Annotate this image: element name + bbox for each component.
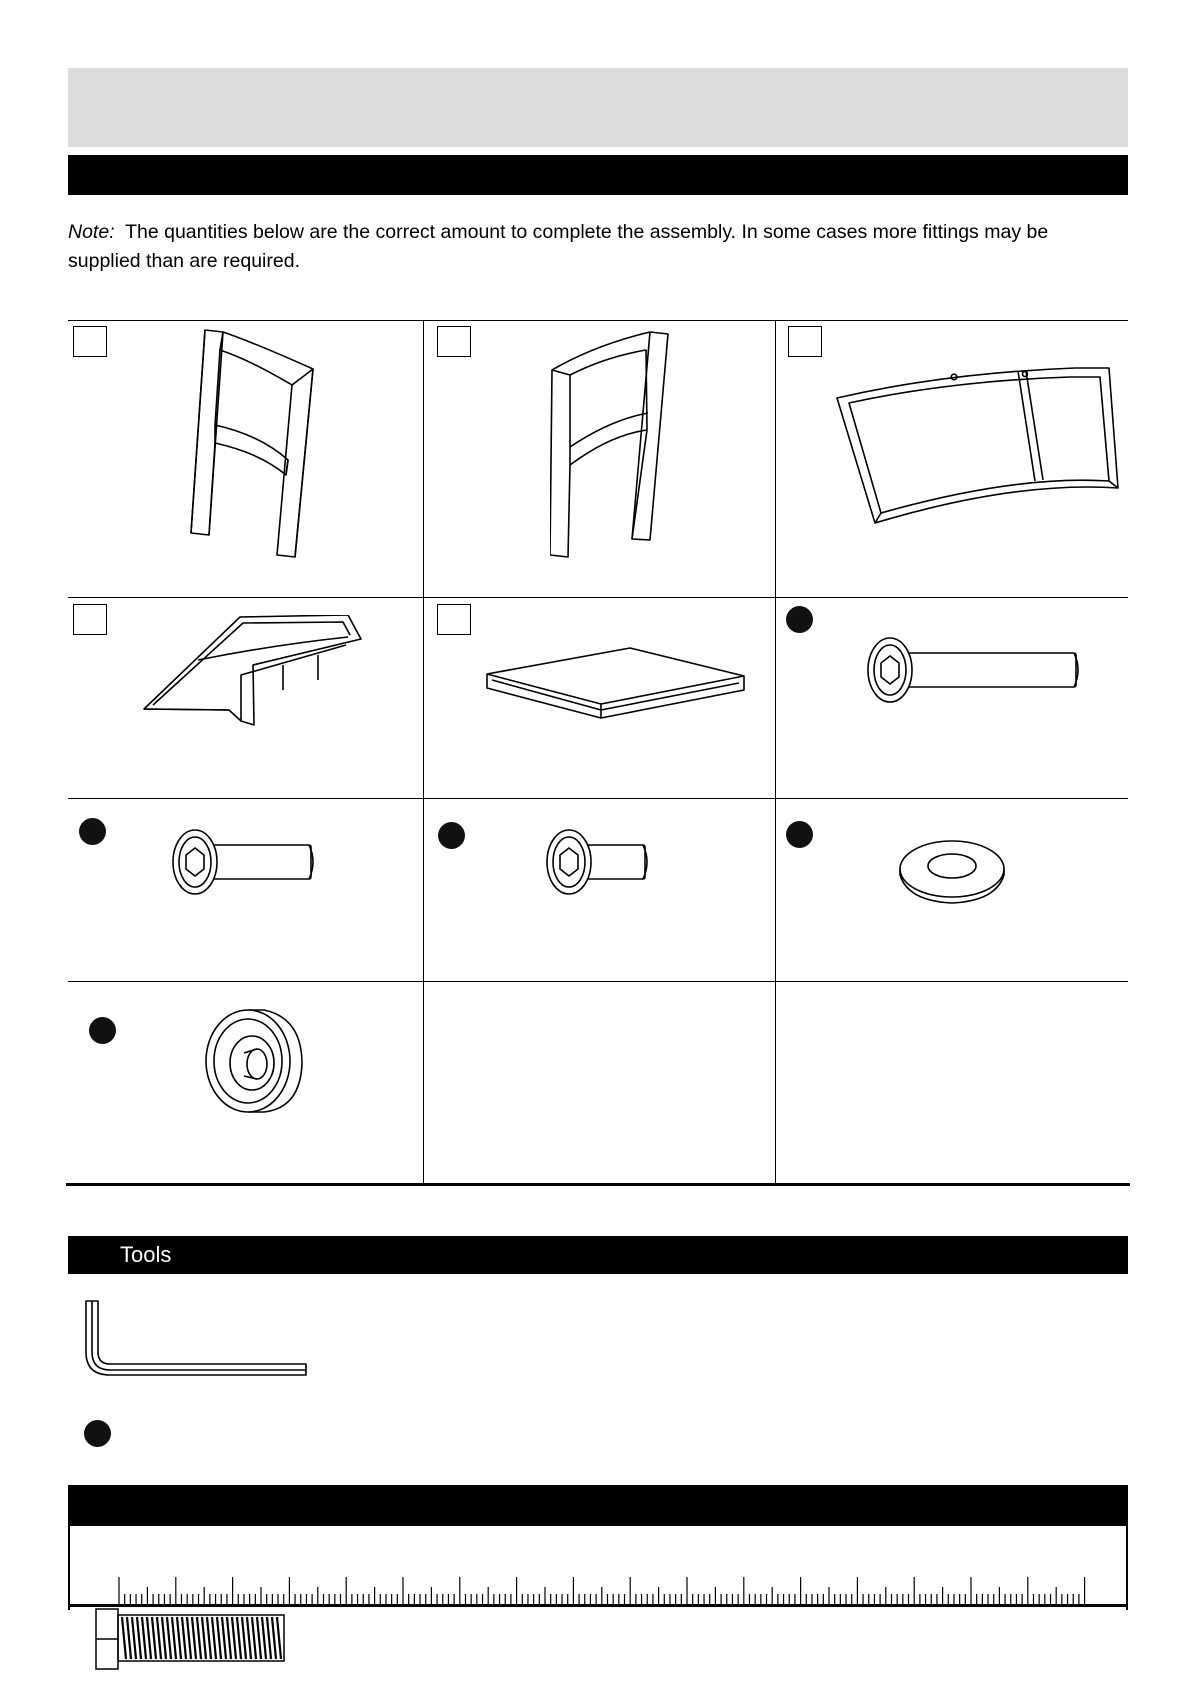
part-marker-4 bbox=[73, 604, 107, 635]
section-bar-tools bbox=[68, 1236, 1128, 1274]
bolt-thread bbox=[147, 1617, 151, 1659]
grid-col-line bbox=[423, 320, 424, 1184]
header-band bbox=[68, 68, 1128, 147]
bolt-thread bbox=[202, 1617, 206, 1659]
part-marker-9 bbox=[786, 821, 813, 848]
bolt-thread bbox=[267, 1617, 271, 1659]
tools-title: Tools bbox=[120, 1242, 172, 1267]
short-hex-bolt-icon bbox=[545, 828, 653, 898]
bolt-thread bbox=[162, 1617, 166, 1659]
bolt-thread bbox=[187, 1617, 191, 1659]
bolt-thread bbox=[122, 1617, 126, 1659]
bolt-thread bbox=[272, 1617, 276, 1659]
curved-seat-tray-icon bbox=[835, 363, 1120, 533]
allen-key-icon bbox=[84, 1300, 309, 1382]
bolt-thread bbox=[222, 1617, 226, 1659]
bolt-thread bbox=[232, 1617, 236, 1659]
bolt-thread bbox=[132, 1617, 136, 1659]
note-text: The quantities below are the correct amount to complete the assembly. In some cases more fittings may be supplied than are required. bbox=[68, 221, 1049, 272]
bolt-thread bbox=[157, 1617, 161, 1659]
part-marker-2 bbox=[437, 326, 471, 357]
bolt-thread bbox=[177, 1617, 181, 1659]
bolt-thread bbox=[192, 1617, 196, 1659]
part-marker-10 bbox=[89, 1017, 116, 1044]
spacer-icon bbox=[204, 1008, 304, 1114]
bolt-thread bbox=[197, 1617, 201, 1659]
section-bar-fittings bbox=[68, 155, 1128, 195]
chair-back-frame-icon bbox=[185, 325, 325, 560]
fittings-note bbox=[68, 218, 1068, 276]
bolt-gauge-icon bbox=[94, 1607, 286, 1671]
grid-row-line bbox=[68, 597, 1128, 598]
bolt-thread bbox=[152, 1617, 156, 1659]
long-hex-bolt-icon bbox=[866, 636, 1083, 706]
bolt-thread bbox=[227, 1617, 231, 1659]
bolt-thread bbox=[237, 1617, 241, 1659]
bolt-thread bbox=[262, 1617, 266, 1659]
chair-back-frame-icon bbox=[550, 325, 675, 560]
medium-hex-bolt-icon bbox=[171, 828, 319, 898]
grid-row-line bbox=[68, 798, 1128, 799]
bolt-thread bbox=[207, 1617, 211, 1659]
ruler-icon bbox=[118, 1575, 1088, 1605]
washer-icon bbox=[898, 839, 1006, 905]
part-marker-6 bbox=[786, 606, 813, 633]
seat-frame-icon bbox=[143, 615, 368, 730]
bolt-thread bbox=[242, 1617, 246, 1659]
grid-top-line bbox=[68, 320, 1128, 321]
grid-col-line bbox=[775, 320, 776, 1184]
tool-marker-1 bbox=[84, 1420, 111, 1447]
part-marker-1 bbox=[73, 326, 107, 357]
bolt-thread bbox=[142, 1617, 146, 1659]
seat-board-icon bbox=[486, 646, 746, 722]
part-marker-8 bbox=[438, 822, 465, 849]
grid-row-line bbox=[68, 981, 1128, 982]
bolt-thread bbox=[172, 1617, 176, 1659]
bolt-thread bbox=[247, 1617, 251, 1659]
bolt-thread bbox=[212, 1617, 216, 1659]
bolt-thread bbox=[257, 1617, 261, 1659]
part-marker-5 bbox=[437, 604, 471, 635]
note-prefix: Note: bbox=[68, 221, 115, 243]
bolt-thread bbox=[137, 1617, 141, 1659]
part-marker-3 bbox=[788, 326, 822, 357]
bolt-thread bbox=[127, 1617, 131, 1659]
section-bar-ruler bbox=[68, 1485, 1128, 1526]
bolt-thread bbox=[217, 1617, 221, 1659]
bolt-thread bbox=[167, 1617, 171, 1659]
bolt-thread bbox=[252, 1617, 256, 1659]
part-marker-7 bbox=[79, 818, 106, 845]
bolt-thread bbox=[277, 1617, 281, 1659]
bolt-thread bbox=[182, 1617, 186, 1659]
grid-bottom-line bbox=[66, 1183, 1130, 1186]
